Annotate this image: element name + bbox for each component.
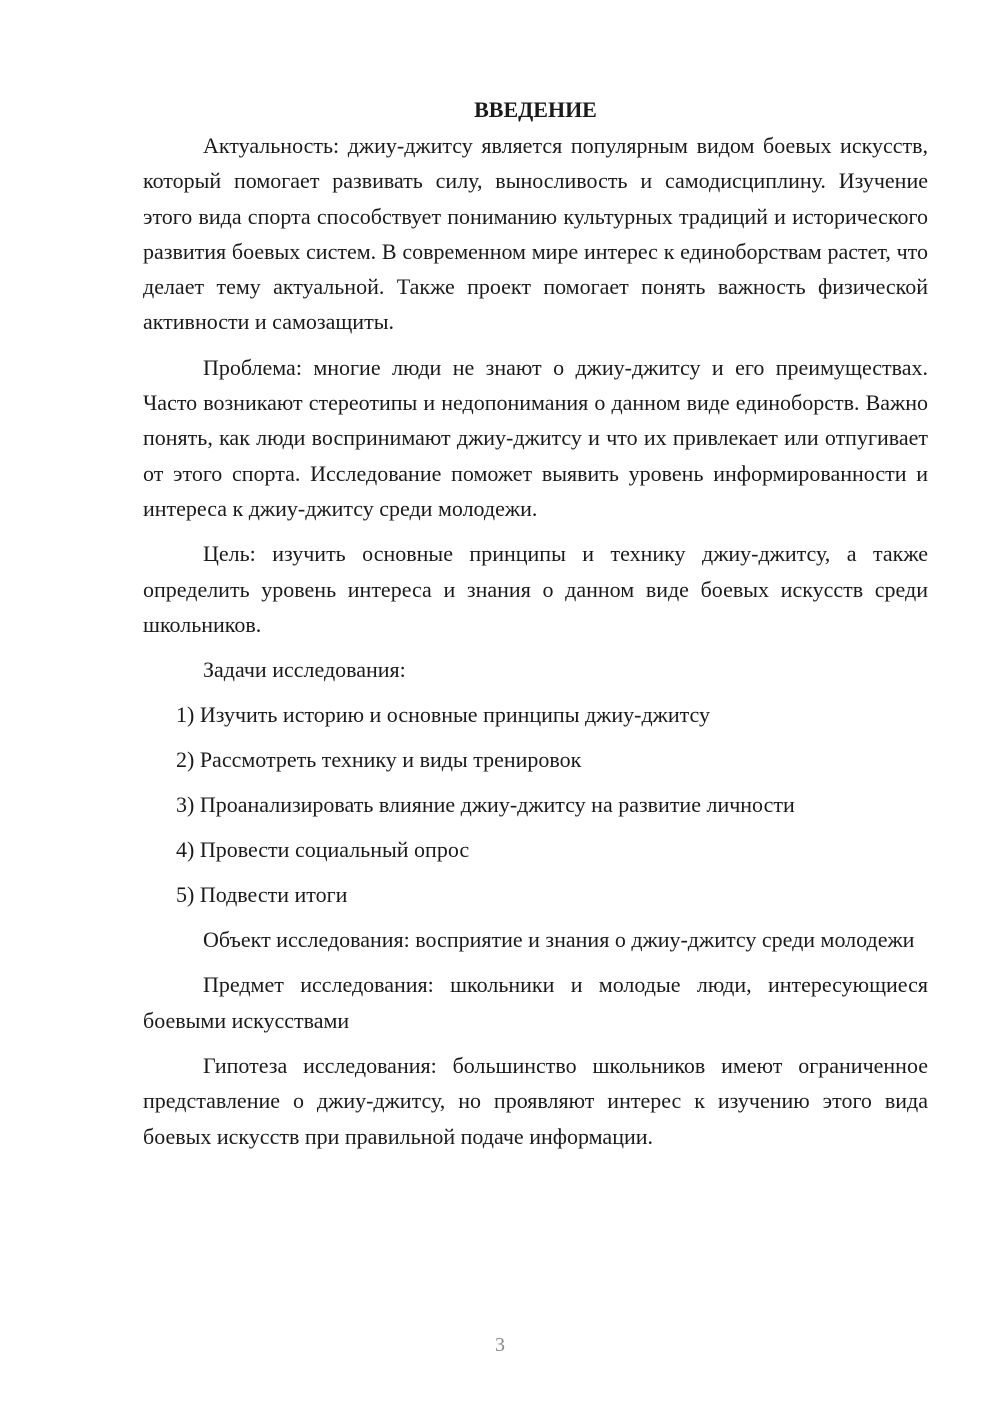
paragraph-goal: Цель: изучить основные принципы и технику джиу-джитсу, а также определить уровень интереса и знания о данном виде боевых искусств среди школьников. [143, 541, 928, 637]
task-item: 1) Изучить историю и основные принципы джиу-джитсу [176, 702, 711, 728]
paragraph-subject: Предмет исследования: школьники и молодые люди, интересующиеся боевыми искусствами [143, 972, 928, 1033]
paragraph-hypothesis: Гипотеза исследования: большинство школьников имеют ограниченное представление о джиу-джитсу, но проявляют интерес к изучению этого вида боевых искусств при правильной подаче информации. [143, 1053, 928, 1149]
document-page [143, 92, 928, 1164]
paragraph-relevance: Актуальность: джиу-джитсу является популярным видом боевых искусств, который помогает развивать силу, выносливость и самодисциплину. Изучение этого вида спорта способствует пониманию культурных традиций и исторического развития боевых систем. В современном мире интерес к единоборствам растет, что делает тему актуальной. Также проект помогает понять важность физической активности и самозащиты. [143, 133, 928, 335]
task-item: 2) Рассмотреть технику и виды тренировок [176, 747, 582, 773]
task-item: 4) Провести социальный опрос [176, 837, 470, 863]
task-item: 3) Проанализировать влияние джиу-джитсу на развитие личности [176, 792, 795, 818]
task-item: 5) Подвести итоги [176, 882, 348, 908]
paragraph-problem: Проблема: многие люди не знают о джиу-джитсу и его преимуществах. Часто возникают стереотипы и недопонимания о данном виде единоборств. Важно понять, как люди воспринимают джиу-джитсу и что их привлекает или отпугивает от этого спорта. Исследование поможет выявить уровень информированности и интереса к джиу-джитсу среди молодежи. [143, 354, 928, 521]
page-number: 3 [495, 1334, 505, 1356]
tasks-intro: Задачи исследования: [203, 657, 406, 683]
paragraph-object: Объект исследования: восприятие и знания о джиу-джитсу среди молодежи [203, 927, 915, 953]
section-heading: ВВЕДЕНИЕ [474, 97, 597, 122]
